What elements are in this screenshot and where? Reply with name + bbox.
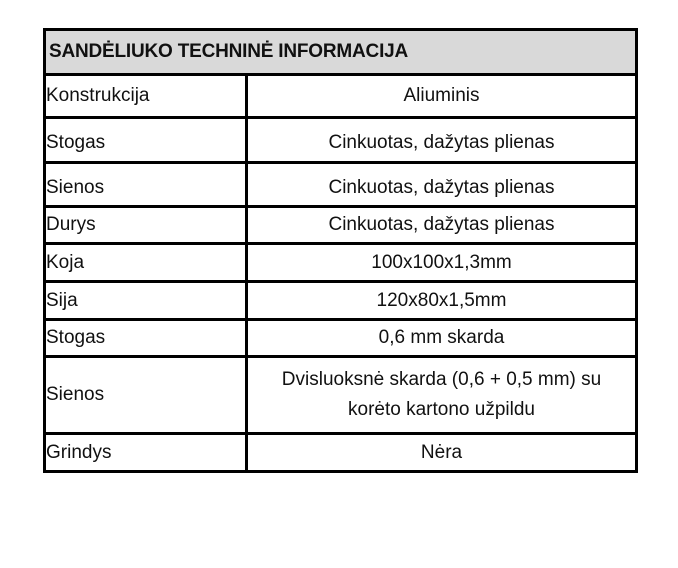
row-value: Cinkuotas, dažytas plienas	[247, 207, 637, 244]
row-value-line: Dvisluoksnė skarda (0,6 + 0,5 mm) su	[281, 368, 602, 390]
row-value: 120x80x1,5mm	[247, 282, 637, 320]
table-row	[45, 282, 637, 320]
row-value: Cinkuotas, dažytas plienas	[247, 163, 637, 207]
row-label: Stogas	[45, 320, 247, 357]
table-row	[45, 357, 637, 434]
row-label: Sienos	[45, 357, 247, 434]
row-label: Sienos	[45, 163, 247, 207]
table-row	[45, 320, 637, 357]
table-row	[45, 207, 637, 244]
table-row	[45, 244, 637, 282]
row-label: Grindys	[45, 434, 247, 472]
row-value: Aliuminis	[247, 75, 637, 118]
table-header-row	[45, 30, 637, 75]
row-label: Konstrukcija	[45, 75, 247, 118]
row-value-line: korėto kartono užpildu	[348, 399, 535, 420]
row-value: Cinkuotas, dažytas plienas	[247, 118, 637, 163]
table-title: SANDĖLIUKO TECHNINĖ INFORMACIJA	[45, 30, 637, 75]
row-value: 100x100x1,3mm	[247, 244, 637, 282]
row-label: Stogas	[45, 118, 247, 163]
table-row	[45, 75, 637, 118]
table-row	[45, 434, 637, 472]
row-value: 0,6 mm skarda	[247, 320, 637, 357]
row-label: Sija	[45, 282, 247, 320]
row-label: Durys	[45, 207, 247, 244]
table-row	[45, 118, 637, 163]
technical-info-table	[43, 28, 638, 473]
row-value	[247, 357, 637, 434]
row-label: Koja	[45, 244, 247, 282]
table-row	[45, 163, 637, 207]
row-value: Nėra	[247, 434, 637, 472]
